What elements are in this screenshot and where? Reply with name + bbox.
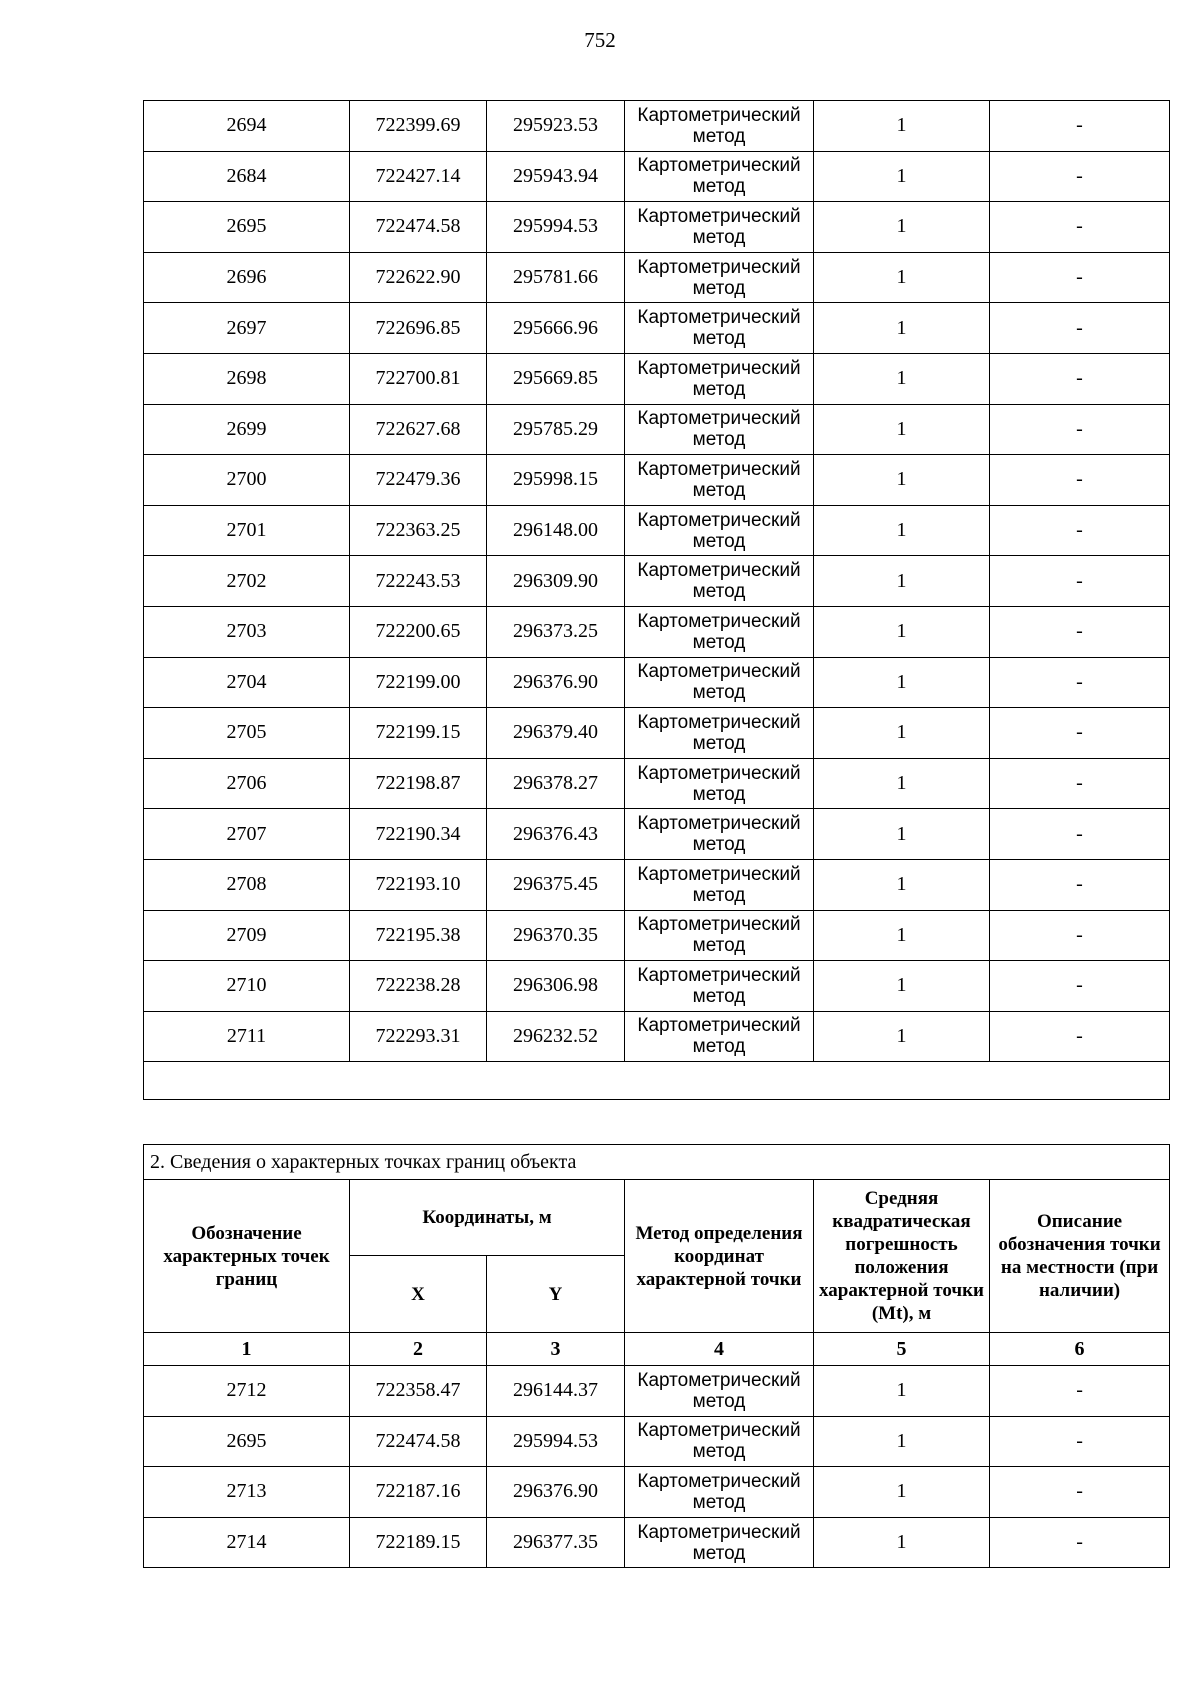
point-id: 2700 xyxy=(144,455,350,506)
method-line2: метод xyxy=(692,834,746,856)
coord-y: 296375.45 xyxy=(487,859,625,910)
point-id: 2696 xyxy=(144,252,350,303)
method-line1: Картометрический xyxy=(637,914,801,936)
coord-y: 296376.90 xyxy=(487,1467,625,1518)
coord-y: 296370.35 xyxy=(487,910,625,961)
method-line2: метод xyxy=(692,631,746,653)
method-cell xyxy=(625,859,814,910)
method-line1: Картометрический xyxy=(637,762,801,784)
method-cell xyxy=(625,101,814,152)
point-id: 2695 xyxy=(144,202,350,253)
coord-y: 295994.53 xyxy=(487,202,625,253)
coord-y: 295923.53 xyxy=(487,101,625,152)
method-line1: Картометрический xyxy=(637,509,801,531)
method-line1: Картометрический xyxy=(637,458,801,480)
description-value: - xyxy=(990,303,1170,354)
coord-x: 722190.34 xyxy=(350,809,487,860)
mt-value: 1 xyxy=(814,657,990,708)
mt-value: 1 xyxy=(814,151,990,202)
method-cell xyxy=(625,353,814,404)
method-line1: Картометрический xyxy=(637,1420,801,1442)
mt-value: 1 xyxy=(814,1517,990,1568)
point-id: 2699 xyxy=(144,404,350,455)
method-cell xyxy=(625,151,814,202)
coord-x: 722479.36 xyxy=(350,455,487,506)
method-line1: Картометрический xyxy=(637,1369,801,1391)
point-id: 2701 xyxy=(144,505,350,556)
method-cell xyxy=(625,910,814,961)
method-line2: метод xyxy=(692,429,746,451)
header-method: Метод определения координат характерной точки xyxy=(625,1180,814,1333)
column-number-3: 3 xyxy=(487,1333,625,1366)
method-line2: метод xyxy=(692,935,746,957)
coord-y: 296378.27 xyxy=(487,758,625,809)
method-line1: Картометрический xyxy=(637,307,801,329)
method-line2: метод xyxy=(692,1542,746,1564)
point-id: 2705 xyxy=(144,708,350,759)
method-line1: Картометрический xyxy=(637,1015,801,1037)
mt-value: 1 xyxy=(814,606,990,657)
page-number: 752 xyxy=(584,28,616,52)
method-cell xyxy=(625,252,814,303)
method-cell xyxy=(625,657,814,708)
table-row xyxy=(144,556,1170,607)
mt-value: 1 xyxy=(814,961,990,1012)
description-value: - xyxy=(990,758,1170,809)
method-line2: метод xyxy=(692,125,746,147)
method-cell xyxy=(625,202,814,253)
table-row xyxy=(144,252,1170,303)
method-cell xyxy=(625,961,814,1012)
mt-value: 1 xyxy=(814,1416,990,1467)
coord-x: 722696.85 xyxy=(350,303,487,354)
description-value: - xyxy=(990,1467,1170,1518)
mt-value: 1 xyxy=(814,404,990,455)
coord-y: 295994.53 xyxy=(487,1416,625,1467)
coord-x: 722622.90 xyxy=(350,252,487,303)
method-line1: Картометрический xyxy=(637,256,801,278)
method-line2: метод xyxy=(692,328,746,350)
description-value: - xyxy=(990,353,1170,404)
method-line2: метод xyxy=(692,378,746,400)
method-line2: метод xyxy=(692,479,746,501)
point-id: 2704 xyxy=(144,657,350,708)
table-row xyxy=(144,657,1170,708)
point-id: 2713 xyxy=(144,1467,350,1518)
coord-y: 296377.35 xyxy=(487,1517,625,1568)
coord-x: 722199.00 xyxy=(350,657,487,708)
coord-y: 296306.98 xyxy=(487,961,625,1012)
table-row xyxy=(144,455,1170,506)
coord-x: 722363.25 xyxy=(350,505,487,556)
method-line2: метод xyxy=(692,884,746,906)
coord-y: 295666.96 xyxy=(487,303,625,354)
method-line2: метод xyxy=(692,1491,746,1513)
coord-x: 722195.38 xyxy=(350,910,487,961)
description-value: - xyxy=(990,101,1170,152)
boundary-points-table xyxy=(143,1144,1170,1568)
method-line2: метод xyxy=(692,176,746,198)
coordinates-table-continued xyxy=(143,100,1170,1100)
method-line1: Картометрический xyxy=(637,104,801,126)
coord-y: 295785.29 xyxy=(487,404,625,455)
point-id: 2697 xyxy=(144,303,350,354)
mt-value: 1 xyxy=(814,1366,990,1417)
description-value: - xyxy=(990,202,1170,253)
description-value: - xyxy=(990,961,1170,1012)
method-line1: Картометрический xyxy=(637,711,801,733)
coord-y: 295781.66 xyxy=(487,252,625,303)
description-value: - xyxy=(990,404,1170,455)
method-cell xyxy=(625,1366,814,1417)
coord-x: 722700.81 xyxy=(350,353,487,404)
empty-cell xyxy=(144,1062,1170,1100)
method-line2: метод xyxy=(692,732,746,754)
table-row xyxy=(144,505,1170,556)
method-cell xyxy=(625,758,814,809)
column-number-2: 2 xyxy=(350,1333,487,1366)
table2-body xyxy=(144,1366,1170,1568)
coord-x: 722399.69 xyxy=(350,101,487,152)
method-cell xyxy=(625,303,814,354)
table-row xyxy=(144,1517,1170,1568)
table-row xyxy=(144,202,1170,253)
table-row xyxy=(144,859,1170,910)
header-x: X xyxy=(350,1256,487,1333)
coord-x: 722627.68 xyxy=(350,404,487,455)
header-point: Обозначение характерных точек границ xyxy=(144,1180,350,1333)
mt-value: 1 xyxy=(814,809,990,860)
coord-x: 722199.15 xyxy=(350,708,487,759)
mt-value: 1 xyxy=(814,455,990,506)
header-mt: Средняя квадратическая погрешность положения характерной точки (Mt), м xyxy=(814,1180,990,1333)
coord-y: 295669.85 xyxy=(487,353,625,404)
table-row xyxy=(144,151,1170,202)
description-value: - xyxy=(990,708,1170,759)
point-id: 2708 xyxy=(144,859,350,910)
point-id: 2712 xyxy=(144,1366,350,1417)
point-id: 2707 xyxy=(144,809,350,860)
method-line1: Картометрический xyxy=(637,661,801,683)
mt-value: 1 xyxy=(814,910,990,961)
coord-y: 296379.40 xyxy=(487,708,625,759)
method-line2: метод xyxy=(692,783,746,805)
description-value: - xyxy=(990,1416,1170,1467)
table-row xyxy=(144,1467,1170,1518)
table-row xyxy=(144,809,1170,860)
coord-x: 722189.15 xyxy=(350,1517,487,1568)
method-line1: Картометрический xyxy=(637,205,801,227)
table-row xyxy=(144,606,1170,657)
point-id: 2709 xyxy=(144,910,350,961)
method-line1: Картометрический xyxy=(637,813,801,835)
coord-y: 296376.43 xyxy=(487,809,625,860)
method-line1: Картометрический xyxy=(637,1521,801,1543)
mt-value: 1 xyxy=(814,1467,990,1518)
point-id: 2710 xyxy=(144,961,350,1012)
coord-x: 722243.53 xyxy=(350,556,487,607)
mt-value: 1 xyxy=(814,556,990,607)
method-line2: метод xyxy=(692,277,746,299)
point-id: 2695 xyxy=(144,1416,350,1467)
description-value: - xyxy=(990,151,1170,202)
method-cell xyxy=(625,708,814,759)
method-line1: Картометрический xyxy=(637,155,801,177)
coord-y: 296376.90 xyxy=(487,657,625,708)
coord-y: 296373.25 xyxy=(487,606,625,657)
table-empty-row xyxy=(144,1062,1170,1100)
coord-y: 296148.00 xyxy=(487,505,625,556)
table-row xyxy=(144,961,1170,1012)
description-value: - xyxy=(990,455,1170,506)
coord-y: 296309.90 xyxy=(487,556,625,607)
point-id: 2694 xyxy=(144,101,350,152)
mt-value: 1 xyxy=(814,758,990,809)
table1-body xyxy=(144,101,1170,1100)
description-value: - xyxy=(990,657,1170,708)
table-row xyxy=(144,1366,1170,1417)
column-number-5: 5 xyxy=(814,1333,990,1366)
method-line1: Картометрический xyxy=(637,357,801,379)
method-cell xyxy=(625,556,814,607)
coord-y: 295943.94 xyxy=(487,151,625,202)
mt-value: 1 xyxy=(814,353,990,404)
mt-value: 1 xyxy=(814,1011,990,1062)
method-line2: метод xyxy=(692,530,746,552)
point-id: 2698 xyxy=(144,353,350,404)
mt-value: 1 xyxy=(814,505,990,556)
point-id: 2702 xyxy=(144,556,350,607)
method-line2: метод xyxy=(692,1441,746,1463)
coord-x: 722187.16 xyxy=(350,1467,487,1518)
method-cell xyxy=(625,1011,814,1062)
coord-x: 722293.31 xyxy=(350,1011,487,1062)
mt-value: 1 xyxy=(814,303,990,354)
table-row xyxy=(144,303,1170,354)
coord-y: 295998.15 xyxy=(487,455,625,506)
column-number-1: 1 xyxy=(144,1333,350,1366)
method-line1: Картометрический xyxy=(637,863,801,885)
coord-x: 722193.10 xyxy=(350,859,487,910)
method-line1: Картометрический xyxy=(637,964,801,986)
coord-x: 722200.65 xyxy=(350,606,487,657)
method-line1: Картометрический xyxy=(637,560,801,582)
point-id: 2706 xyxy=(144,758,350,809)
coord-x: 722474.58 xyxy=(350,1416,487,1467)
method-cell xyxy=(625,1517,814,1568)
description-value: - xyxy=(990,1517,1170,1568)
description-value: - xyxy=(990,1366,1170,1417)
coord-x: 722474.58 xyxy=(350,202,487,253)
method-line1: Картометрический xyxy=(637,408,801,430)
method-line1: Картометрический xyxy=(637,610,801,632)
column-number-4: 4 xyxy=(625,1333,814,1366)
method-cell xyxy=(625,606,814,657)
header-coords: Координаты, м xyxy=(350,1180,625,1256)
mt-value: 1 xyxy=(814,859,990,910)
table-caption: 2. Сведения о характерных точках границ объекта xyxy=(144,1145,1170,1180)
table-row xyxy=(144,353,1170,404)
method-cell xyxy=(625,404,814,455)
coord-y: 296232.52 xyxy=(487,1011,625,1062)
table-row xyxy=(144,910,1170,961)
point-id: 2711 xyxy=(144,1011,350,1062)
method-line1: Картометрический xyxy=(637,1470,801,1492)
description-value: - xyxy=(990,252,1170,303)
method-line2: метод xyxy=(692,985,746,1007)
method-line2: метод xyxy=(692,1036,746,1058)
description-value: - xyxy=(990,1011,1170,1062)
coord-x: 722427.14 xyxy=(350,151,487,202)
coord-y: 296144.37 xyxy=(487,1366,625,1417)
table-row xyxy=(144,708,1170,759)
coord-x: 722358.47 xyxy=(350,1366,487,1417)
method-cell xyxy=(625,455,814,506)
point-id: 2684 xyxy=(144,151,350,202)
header-description: Описание обозначения точки на местности (при наличии) xyxy=(990,1180,1170,1333)
mt-value: 1 xyxy=(814,202,990,253)
header-y: Y xyxy=(487,1256,625,1333)
method-line2: метод xyxy=(692,682,746,704)
table-row xyxy=(144,758,1170,809)
point-id: 2703 xyxy=(144,606,350,657)
column-number-6: 6 xyxy=(990,1333,1170,1366)
description-value: - xyxy=(990,505,1170,556)
description-value: - xyxy=(990,859,1170,910)
method-line2: метод xyxy=(692,581,746,603)
description-value: - xyxy=(990,556,1170,607)
description-value: - xyxy=(990,910,1170,961)
method-cell xyxy=(625,505,814,556)
mt-value: 1 xyxy=(814,708,990,759)
method-line2: метод xyxy=(692,1390,746,1412)
method-cell xyxy=(625,1467,814,1518)
method-cell xyxy=(625,1416,814,1467)
point-id: 2714 xyxy=(144,1517,350,1568)
table-row xyxy=(144,1011,1170,1062)
mt-value: 1 xyxy=(814,101,990,152)
mt-value: 1 xyxy=(814,252,990,303)
table-row xyxy=(144,1416,1170,1467)
table-row xyxy=(144,101,1170,152)
table-row xyxy=(144,404,1170,455)
coord-x: 722198.87 xyxy=(350,758,487,809)
coord-x: 722238.28 xyxy=(350,961,487,1012)
description-value: - xyxy=(990,809,1170,860)
method-line2: метод xyxy=(692,226,746,248)
method-cell xyxy=(625,809,814,860)
description-value: - xyxy=(990,606,1170,657)
